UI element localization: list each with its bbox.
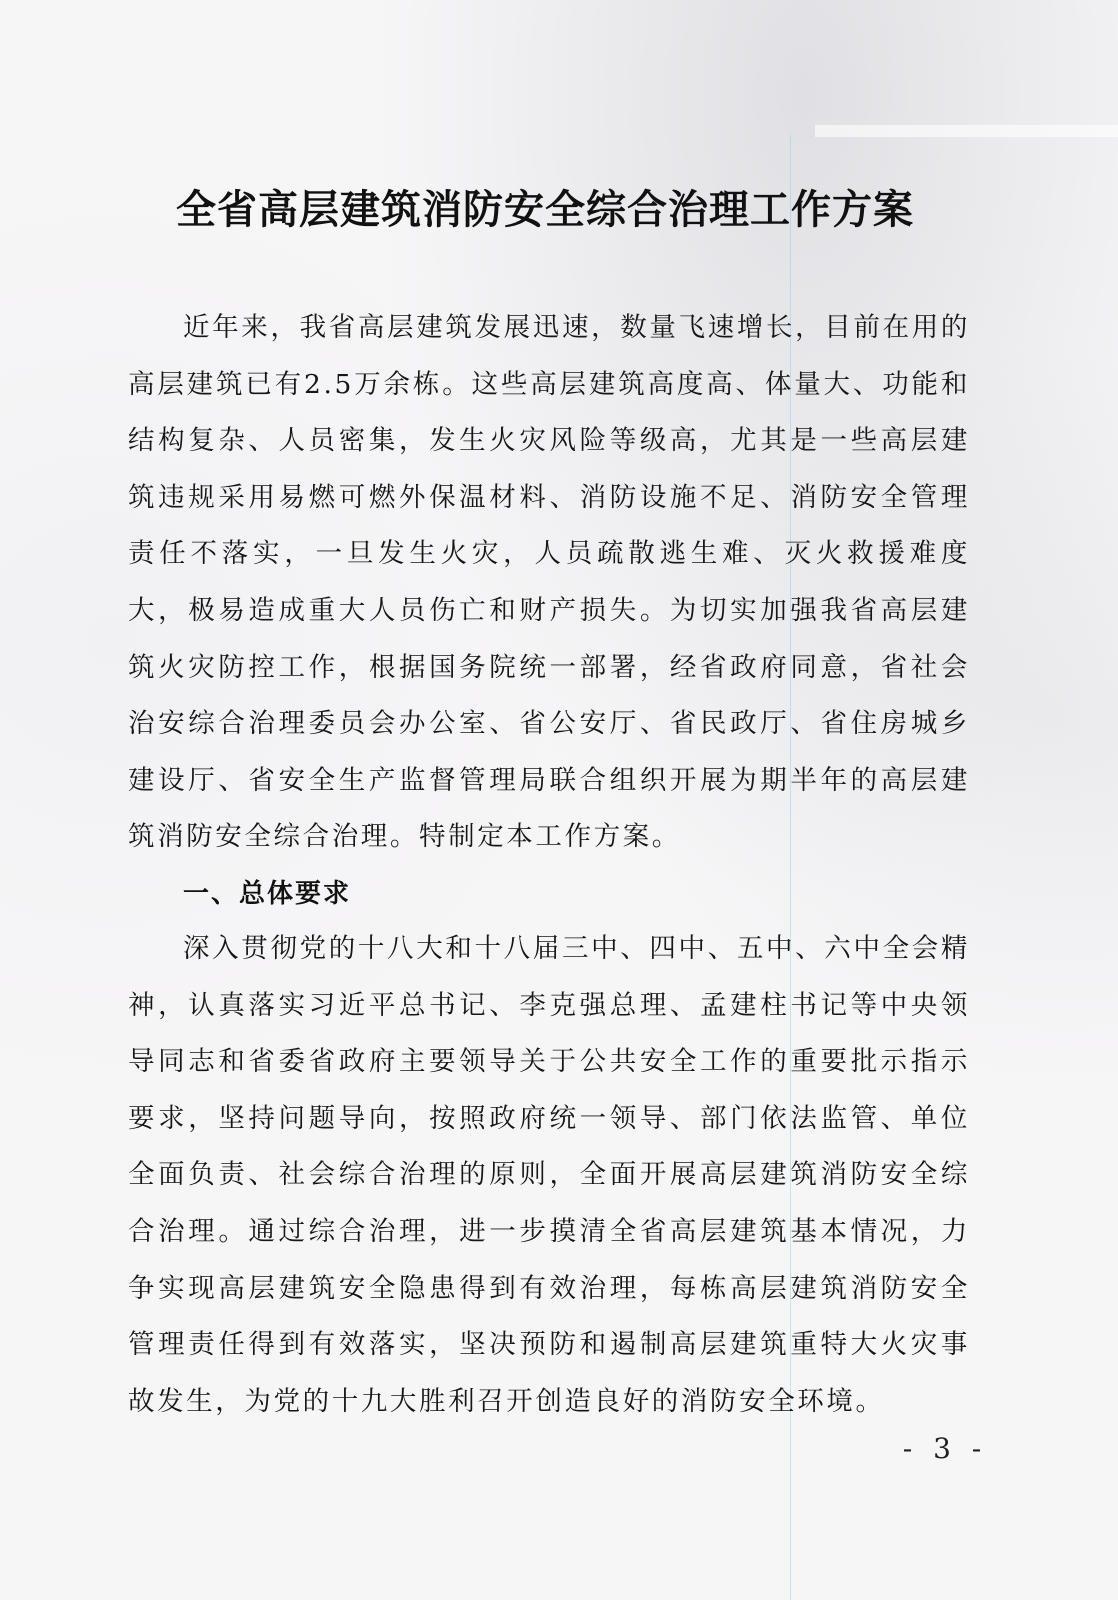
scan-artifact-band (815, 125, 1118, 137)
document-title: 全省高层建筑消防安全综合治理工作方案 (176, 186, 914, 233)
requirements-paragraph: 深入贯彻党的十八大和十八届三中、四中、五中、六中全会精神，认真落实习近平总书记、李克强总理、孟建柱书记等中央领导同志和省委省政府主要领导关于公共安全工作的重要批示指示要求，坚持问题导向，按照政府统一领导、部门依法监管、单位全面负责、社会综合治理的原则，全面开展高层建筑消防安全综合治理。通过综合治理，进一步摸清全省高层建筑基本情况，力争实现高层建筑安全隐患得到有效治理，每栋高层建筑消防安全管理责任得到有效落实，坚决预防和遏制高层建筑重特大火灾事故发生，为党的十九大胜利召开创造良好的消防安全环境。 (128, 933, 970, 1417)
section-heading: 一、总体要求 (183, 879, 352, 909)
intro-paragraph: 近年来，我省高层建筑发展迅速，数量飞速增长，目前在用的高层建筑已有2.5万余栋。这些高层建筑高度高、体量大、功能和结构复杂、人员密集，发生火灾风险等级高，尤其是一些高层建筑违规采用易燃可燃外保温材料、消防设施不足、消防安全管理责任不落实，一旦发生火灾，人员疏散逃生难、灭火救援难度大，极易造成重大人员伤亡和财产损失。为切实加强我省高层建筑火灾防控工作，根据国务院统一部署，经省政府同意，省社会治安综合治理委员会办公室、省公安厅、省民政厅、省住房城乡建设厅、省安全生产监督管理局联合组织开展为期半年的高层建筑消防安全综合治理。特制定本工作方案。 (128, 312, 970, 853)
page-number: - 3 - (902, 1432, 988, 1465)
